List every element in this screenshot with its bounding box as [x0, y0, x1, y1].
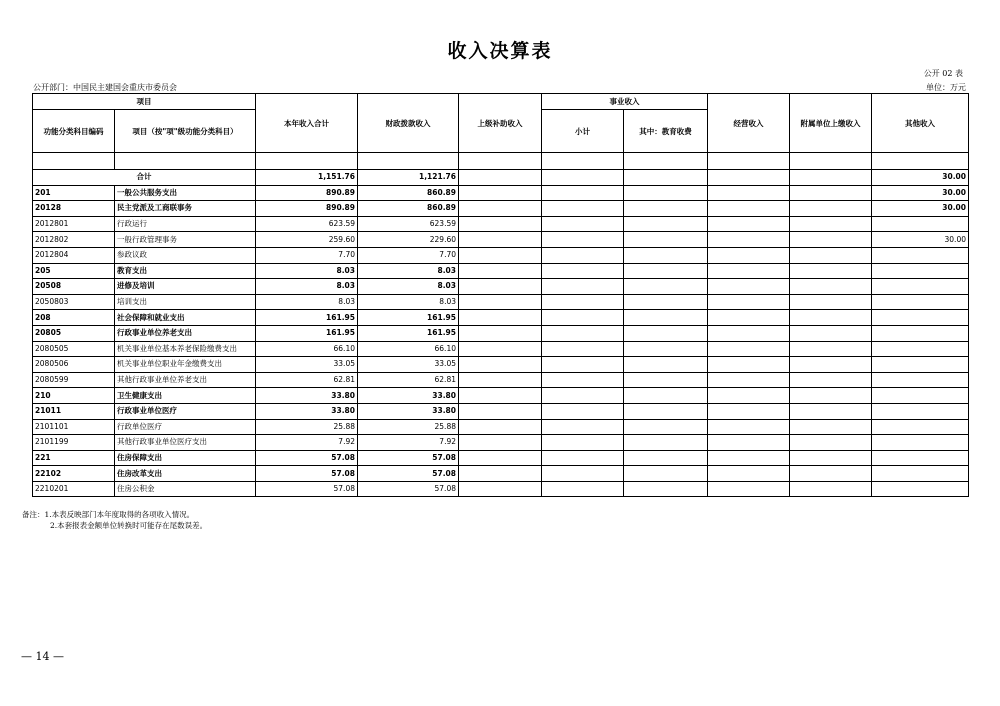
row-code: 2012804 [33, 247, 115, 263]
row-fiscal: 8.03 [358, 294, 459, 310]
row-fiscal: 33.80 [358, 403, 459, 419]
row-education [624, 232, 708, 248]
row-fiscal: 161.95 [358, 310, 459, 326]
row-education [624, 279, 708, 295]
row-subtotal [542, 216, 624, 232]
row-superior [459, 185, 542, 201]
total-other: 30.00 [872, 170, 969, 186]
row-name: 一般行政管理事务 [115, 232, 256, 248]
row-code: 20805 [33, 325, 115, 341]
row-code: 208 [33, 310, 115, 326]
row-name: 其他行政事业单位养老支出 [115, 372, 256, 388]
row-fiscal: 623.59 [358, 216, 459, 232]
row-other [872, 388, 969, 404]
row-affiliated [790, 388, 872, 404]
row-name: 机关事业单位基本养老保险缴费支出 [115, 341, 256, 357]
row-education [624, 341, 708, 357]
row-education [624, 372, 708, 388]
row-affiliated [790, 247, 872, 263]
row-total: 25.88 [256, 419, 358, 435]
row-subtotal [542, 279, 624, 295]
row-code: 20128 [33, 201, 115, 217]
row-total: 8.03 [256, 279, 358, 295]
header-other: 其他收入 [872, 94, 969, 153]
header-superior: 上级补助收入 [459, 94, 542, 153]
row-fiscal: 57.08 [358, 466, 459, 482]
row-name: 进修及培训 [115, 279, 256, 295]
row-superior [459, 372, 542, 388]
row-subtotal [542, 388, 624, 404]
row-subtotal [542, 263, 624, 279]
row-subtotal [542, 325, 624, 341]
table-row [33, 450, 969, 466]
row-operating [708, 247, 790, 263]
table-row [33, 294, 969, 310]
header-project-name: 项目（按"项"级功能分类科目） [115, 110, 256, 153]
row-code: 21011 [33, 403, 115, 419]
row-operating [708, 216, 790, 232]
total-label: 合计 [33, 170, 256, 186]
row-subtotal [542, 201, 624, 217]
row-affiliated [790, 419, 872, 435]
row-total: 33.80 [256, 403, 358, 419]
row-operating [708, 481, 790, 497]
row-education [624, 310, 708, 326]
row-affiliated [790, 372, 872, 388]
row-other: 30.00 [872, 232, 969, 248]
row-other [872, 263, 969, 279]
row-operating [708, 185, 790, 201]
row-operating [708, 388, 790, 404]
row-fiscal: 860.89 [358, 185, 459, 201]
table-row [33, 466, 969, 482]
header-operating: 经营收入 [708, 94, 790, 153]
row-education [624, 201, 708, 217]
row-code: 205 [33, 263, 115, 279]
table-row [33, 185, 969, 201]
row-code: 2080505 [33, 341, 115, 357]
row-name: 住房改革支出 [115, 466, 256, 482]
row-affiliated [790, 216, 872, 232]
row-total: 57.08 [256, 466, 358, 482]
row-name: 住房保障支出 [115, 450, 256, 466]
row-subtotal [542, 357, 624, 373]
row-code: 2050803 [33, 294, 115, 310]
row-name: 行政事业单位医疗 [115, 403, 256, 419]
row-affiliated [790, 279, 872, 295]
row-fiscal: 8.03 [358, 263, 459, 279]
row-education [624, 216, 708, 232]
row-subtotal [542, 310, 624, 326]
row-subtotal [542, 247, 624, 263]
row-other [872, 247, 969, 263]
row-superior [459, 247, 542, 263]
table-row [33, 481, 969, 497]
row-affiliated [790, 435, 872, 451]
page-number: — 14 — [21, 650, 64, 663]
table-row [33, 310, 969, 326]
row-superior [459, 450, 542, 466]
table-row [33, 263, 969, 279]
table-number: 公开 02 表 [923, 69, 963, 78]
header-business: 事业收入 [542, 94, 708, 110]
row-fiscal: 7.70 [358, 247, 459, 263]
row-operating [708, 435, 790, 451]
row-total: 33.80 [256, 388, 358, 404]
row-code: 221 [33, 450, 115, 466]
row-name: 社会保障和就业支出 [115, 310, 256, 326]
row-code: 2012801 [33, 216, 115, 232]
row-superior [459, 310, 542, 326]
row-affiliated [790, 341, 872, 357]
row-total: 66.10 [256, 341, 358, 357]
row-other [872, 310, 969, 326]
row-operating [708, 341, 790, 357]
row-operating [708, 357, 790, 373]
row-operating [708, 450, 790, 466]
row-code: 2012802 [33, 232, 115, 248]
row-education [624, 185, 708, 201]
table-row [33, 372, 969, 388]
row-code: 2080599 [33, 372, 115, 388]
row-superior [459, 201, 542, 217]
header-fiscal: 财政拨款收入 [358, 94, 459, 153]
row-fiscal: 57.08 [358, 481, 459, 497]
row-name: 行政单位医疗 [115, 419, 256, 435]
table-row [33, 435, 969, 451]
row-education [624, 419, 708, 435]
table-row [33, 201, 969, 217]
row-total: 8.03 [256, 294, 358, 310]
row-operating [708, 263, 790, 279]
table-row [33, 357, 969, 373]
row-education [624, 466, 708, 482]
row-total: 161.95 [256, 325, 358, 341]
row-superior [459, 216, 542, 232]
row-subtotal [542, 466, 624, 482]
row-operating [708, 201, 790, 217]
row-subtotal [542, 419, 624, 435]
row-name: 行政运行 [115, 216, 256, 232]
header-total: 本年收入合计 [256, 94, 358, 153]
table-row [33, 403, 969, 419]
row-name: 教育支出 [115, 263, 256, 279]
row-code: 2210201 [33, 481, 115, 497]
row-superior [459, 294, 542, 310]
unit-label: 单位：万元 [926, 83, 966, 92]
row-other [872, 466, 969, 482]
row-name: 民主党派及工商联事务 [115, 201, 256, 217]
row-other [872, 450, 969, 466]
table-row [33, 279, 969, 295]
total-total: 1,151.76 [256, 170, 358, 186]
row-code: 2080506 [33, 357, 115, 373]
row-other [872, 481, 969, 497]
row-other [872, 325, 969, 341]
row-other [872, 419, 969, 435]
row-education [624, 325, 708, 341]
row-total: 8.03 [256, 263, 358, 279]
row-operating [708, 372, 790, 388]
row-name: 行政事业单位养老支出 [115, 325, 256, 341]
row-superior [459, 325, 542, 341]
row-other [872, 279, 969, 295]
row-affiliated [790, 481, 872, 497]
row-education [624, 403, 708, 419]
row-fiscal: 25.88 [358, 419, 459, 435]
row-subtotal [542, 435, 624, 451]
row-operating [708, 403, 790, 419]
row-other: 30.00 [872, 201, 969, 217]
row-subtotal [542, 372, 624, 388]
row-subtotal [542, 232, 624, 248]
row-affiliated [790, 403, 872, 419]
row-affiliated [790, 325, 872, 341]
row-fiscal: 161.95 [358, 325, 459, 341]
row-name: 培训支出 [115, 294, 256, 310]
row-fiscal: 62.81 [358, 372, 459, 388]
row-education [624, 247, 708, 263]
row-subtotal [542, 185, 624, 201]
row-superior [459, 357, 542, 373]
row-affiliated [790, 357, 872, 373]
table-row [33, 419, 969, 435]
row-code: 20508 [33, 279, 115, 295]
table-row [33, 388, 969, 404]
row-superior [459, 388, 542, 404]
row-total: 57.08 [256, 450, 358, 466]
row-code: 210 [33, 388, 115, 404]
row-superior [459, 232, 542, 248]
row-name: 住房公积金 [115, 481, 256, 497]
row-affiliated [790, 263, 872, 279]
row-fiscal: 57.08 [358, 450, 459, 466]
row-operating [708, 325, 790, 341]
row-superior [459, 419, 542, 435]
row-code: 2101101 [33, 419, 115, 435]
notes [22, 509, 207, 531]
row-fiscal: 229.60 [358, 232, 459, 248]
row-name: 一般公共服务支出 [115, 185, 256, 201]
row-operating [708, 232, 790, 248]
row-superior [459, 481, 542, 497]
total-row [33, 170, 969, 186]
table-row [33, 216, 969, 232]
row-total: 259.60 [256, 232, 358, 248]
row-superior [459, 466, 542, 482]
row-affiliated [790, 310, 872, 326]
row-code: 22102 [33, 466, 115, 482]
row-education [624, 435, 708, 451]
row-education [624, 263, 708, 279]
row-subtotal [542, 481, 624, 497]
note-2: 2.本套报表金额单位转换时可能存在尾数误差。 [50, 521, 208, 530]
row-total: 62.81 [256, 372, 358, 388]
row-affiliated [790, 294, 872, 310]
row-name: 其他行政事业单位医疗支出 [115, 435, 256, 451]
row-total: 7.92 [256, 435, 358, 451]
row-fiscal: 33.80 [358, 388, 459, 404]
row-operating [708, 466, 790, 482]
header-func-code: 功能分类科目编码 [33, 110, 115, 153]
row-subtotal [542, 294, 624, 310]
row-subtotal [542, 450, 624, 466]
row-superior [459, 263, 542, 279]
table-row [33, 341, 969, 357]
header-subtotal: 小计 [542, 110, 624, 153]
row-education [624, 481, 708, 497]
row-fiscal: 66.10 [358, 341, 459, 357]
row-total: 57.08 [256, 481, 358, 497]
row-total: 890.89 [256, 185, 358, 201]
row-total: 161.95 [256, 310, 358, 326]
row-other [872, 294, 969, 310]
row-affiliated [790, 450, 872, 466]
row-operating [708, 294, 790, 310]
row-code: 201 [33, 185, 115, 201]
header-project: 项目 [33, 94, 256, 110]
row-total: 7.70 [256, 247, 358, 263]
row-affiliated [790, 466, 872, 482]
row-operating [708, 310, 790, 326]
header-education: 其中：教育收费 [624, 110, 708, 153]
row-affiliated [790, 185, 872, 201]
row-operating [708, 419, 790, 435]
row-name: 参政议政 [115, 247, 256, 263]
row-other [872, 341, 969, 357]
row-other [872, 372, 969, 388]
row-other [872, 216, 969, 232]
row-superior [459, 279, 542, 295]
row-operating [708, 279, 790, 295]
row-other: 30.00 [872, 185, 969, 201]
row-affiliated [790, 201, 872, 217]
table-row [33, 232, 969, 248]
row-education [624, 450, 708, 466]
row-other [872, 403, 969, 419]
row-fiscal: 7.92 [358, 435, 459, 451]
row-total: 33.05 [256, 357, 358, 373]
row-fiscal: 33.05 [358, 357, 459, 373]
row-fiscal: 860.89 [358, 201, 459, 217]
row-subtotal [542, 341, 624, 357]
total-fiscal: 1,121.76 [358, 170, 459, 186]
spacer-row [33, 153, 969, 170]
row-code: 2101199 [33, 435, 115, 451]
row-superior [459, 403, 542, 419]
row-other [872, 435, 969, 451]
row-affiliated [790, 232, 872, 248]
header-affiliated: 附属单位上缴收入 [790, 94, 872, 153]
page-title: 收入决算表 [447, 40, 553, 62]
table-row [33, 325, 969, 341]
row-total: 890.89 [256, 201, 358, 217]
row-education [624, 294, 708, 310]
row-fiscal: 8.03 [358, 279, 459, 295]
row-name: 卫生健康支出 [115, 388, 256, 404]
row-total: 623.59 [256, 216, 358, 232]
row-superior [459, 341, 542, 357]
row-name: 机关事业单位职业年金缴费支出 [115, 357, 256, 373]
row-other [872, 357, 969, 373]
row-superior [459, 435, 542, 451]
row-education [624, 388, 708, 404]
income-table [32, 93, 969, 497]
row-education [624, 357, 708, 373]
table-row [33, 247, 969, 263]
department-label: 公开部门：中国民主建国会重庆市委员会 [33, 83, 177, 92]
note-1: 备注：1.本表反映部门本年度取得的各项收入情况。 [22, 510, 195, 519]
row-subtotal [542, 403, 624, 419]
